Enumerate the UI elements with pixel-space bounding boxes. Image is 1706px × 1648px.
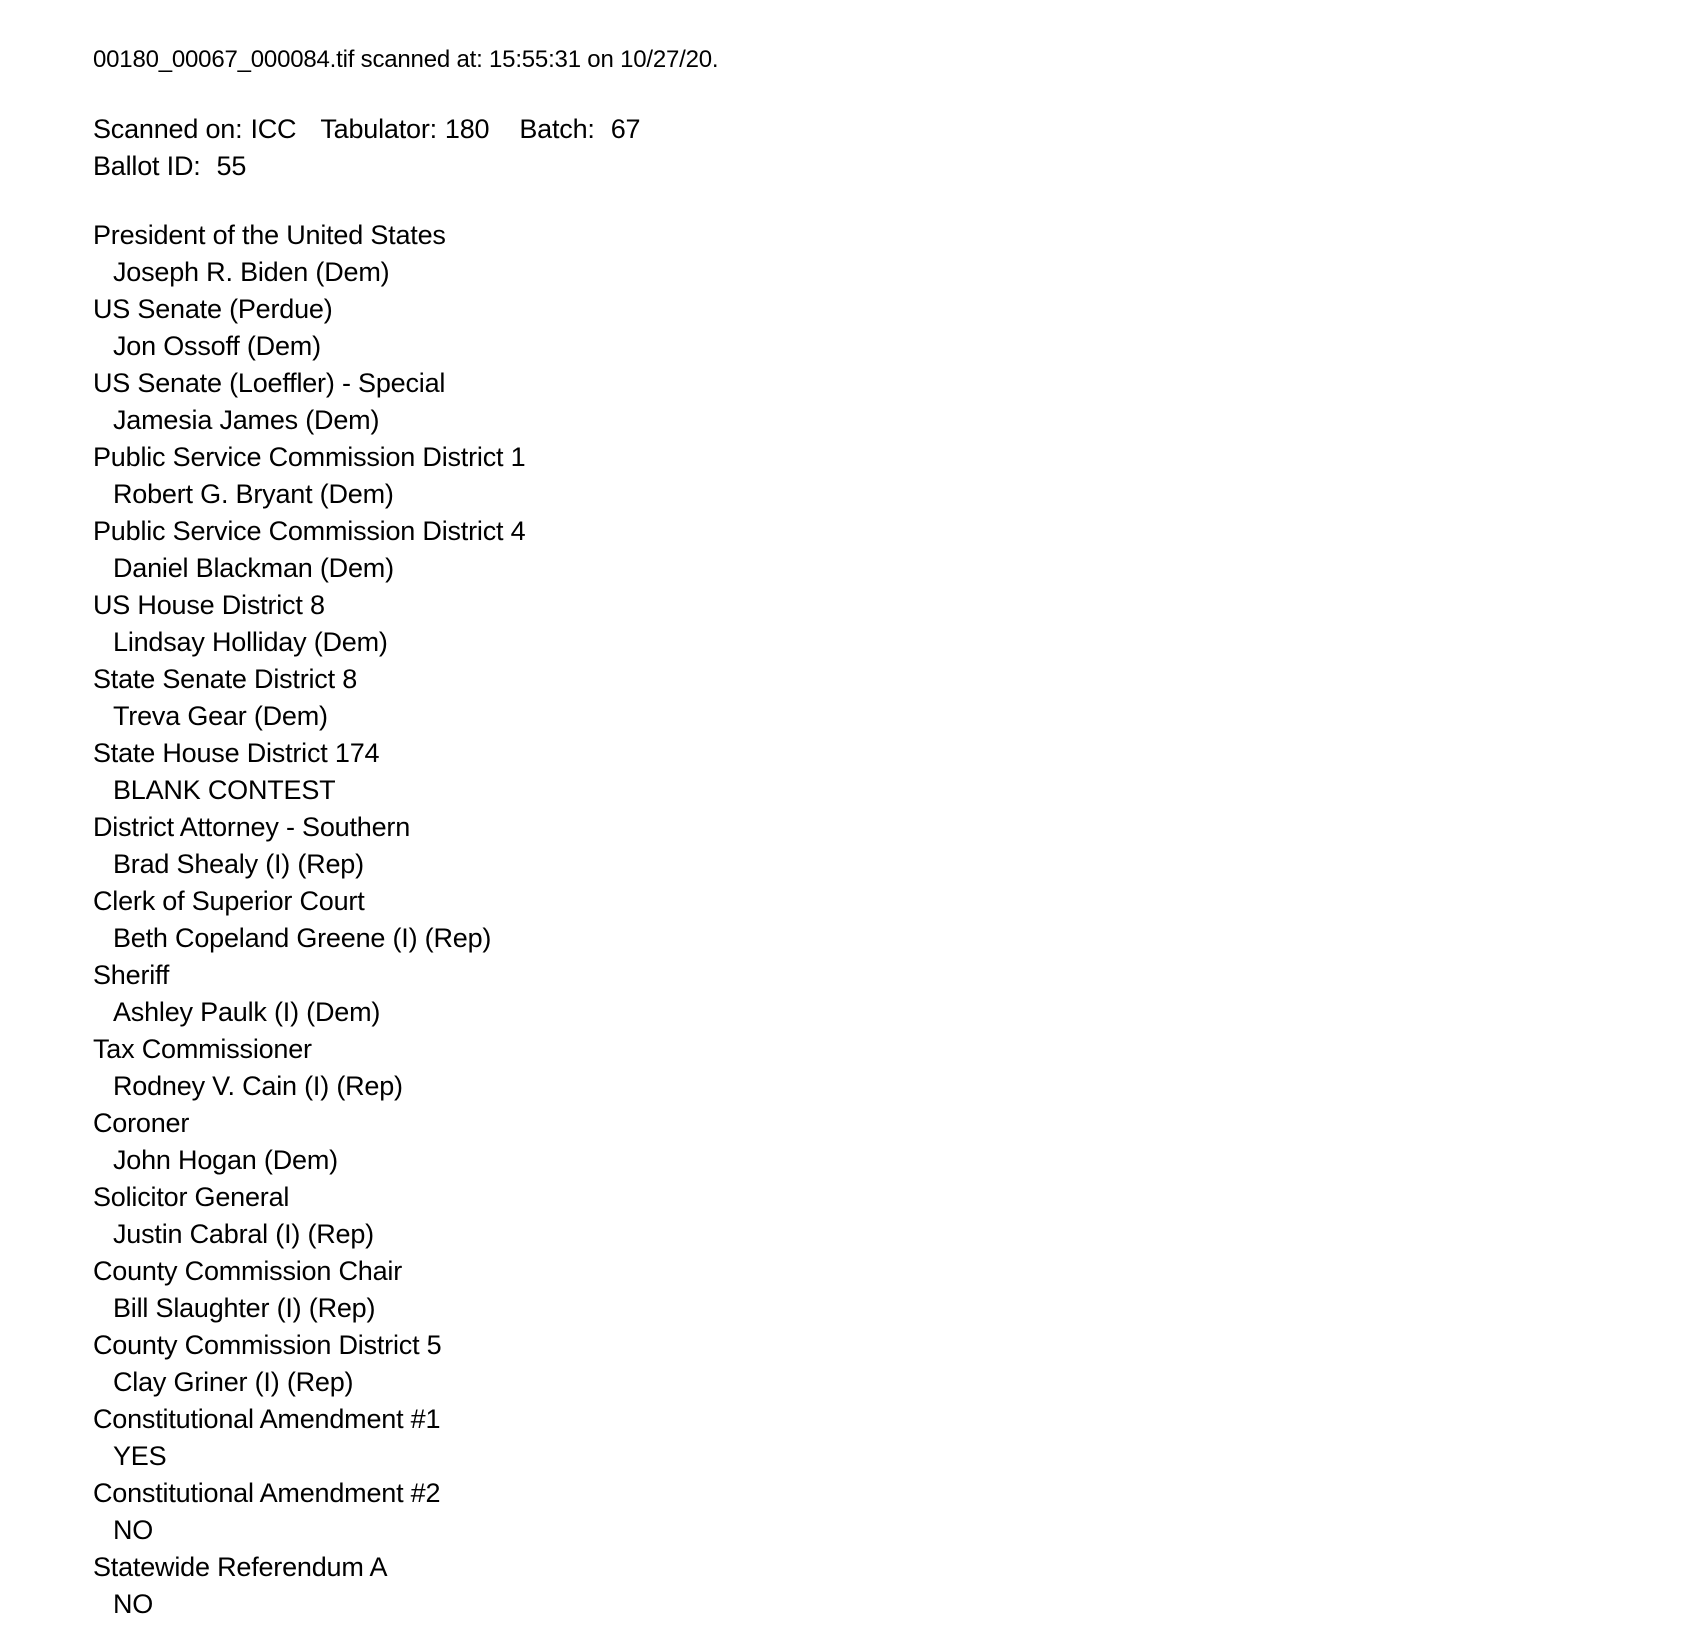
batch-field — [519, 111, 640, 148]
contest-block — [93, 1031, 1706, 1105]
contest-title: Solicitor General — [93, 1182, 290, 1212]
contest-block — [93, 1179, 1706, 1253]
contest-selection: Lindsay Holliday (Dem) — [113, 627, 388, 657]
contest-title: Coroner — [93, 1108, 190, 1138]
contest-title: US Senate (Loeffler) - Special — [93, 368, 446, 398]
scanned-on-field — [93, 111, 296, 148]
contest-block — [93, 1327, 1706, 1401]
contest-title: Statewide Referendum A — [93, 1552, 388, 1582]
contest-block — [93, 1105, 1706, 1179]
contest-title: President of the United States — [93, 220, 446, 250]
scanned-on-label: Scanned on: — [93, 114, 243, 144]
contest-selection: Clay Griner (I) (Rep) — [113, 1367, 354, 1397]
contest-block — [93, 513, 1706, 587]
contest-title: Constitutional Amendment #2 — [93, 1478, 441, 1508]
contest-selection: Brad Shealy (I) (Rep) — [113, 849, 364, 879]
tabulator-label: Tabulator: — [320, 114, 437, 144]
contest-title: US Senate (Perdue) — [93, 294, 333, 324]
contest-block — [93, 957, 1706, 1031]
ballot-id-line — [93, 148, 1706, 185]
contest-block — [93, 1475, 1706, 1549]
contest-title: State Senate District 8 — [93, 664, 358, 694]
contest-block — [93, 217, 1706, 291]
contest-block — [93, 291, 1706, 365]
contest-title: US House District 8 — [93, 590, 325, 620]
contest-title: County Commission Chair — [93, 1256, 402, 1286]
contest-block — [93, 883, 1706, 957]
contest-title: Constitutional Amendment #1 — [93, 1404, 441, 1434]
contest-block — [93, 587, 1706, 661]
contest-block — [93, 439, 1706, 513]
batch-label: Batch: — [519, 114, 595, 144]
contest-selection: Rodney V. Cain (I) (Rep) — [113, 1071, 403, 1101]
contest-selection: Treva Gear (Dem) — [113, 701, 328, 731]
contest-block — [93, 735, 1706, 809]
contest-selection: Jon Ossoff (Dem) — [113, 331, 321, 361]
contest-selection: Bill Slaughter (I) (Rep) — [113, 1293, 376, 1323]
contest-block — [93, 809, 1706, 883]
contest-title: Public Service Commission District 4 — [93, 516, 526, 546]
contest-block — [93, 1549, 1706, 1623]
contest-selection: Robert G. Bryant (Dem) — [113, 479, 394, 509]
tabulator-field — [320, 111, 489, 148]
contest-selection: John Hogan (Dem) — [113, 1145, 338, 1175]
contest-list — [93, 217, 1706, 1623]
batch-value: 67 — [610, 114, 641, 144]
contest-title: State House District 174 — [93, 738, 380, 768]
contest-selection: Justin Cabral (I) (Rep) — [113, 1219, 374, 1249]
contest-selection: Joseph R. Biden (Dem) — [113, 257, 390, 287]
contest-block — [93, 661, 1706, 735]
scan-file-header: 00180_00067_000084.tif scanned at: 15:55:31 on 10/27/20. — [93, 46, 719, 73]
contest-title: Tax Commissioner — [93, 1034, 312, 1064]
scan-info-line — [93, 111, 1706, 148]
contest-title: Clerk of Superior Court — [93, 886, 365, 916]
contest-selection: Ashley Paulk (I) (Dem) — [113, 997, 381, 1027]
ballot-id-value: 55 — [216, 151, 247, 181]
contest-block — [93, 365, 1706, 439]
contest-selection: Jamesia James (Dem) — [113, 405, 380, 435]
contest-title: County Commission District 5 — [93, 1330, 442, 1360]
ballot-id-label: Ballot ID: — [93, 151, 201, 181]
contest-selection: NO — [113, 1515, 154, 1545]
contest-title: District Attorney - Southern — [93, 812, 411, 842]
contest-block — [93, 1401, 1706, 1475]
contest-selection: Daniel Blackman (Dem) — [113, 553, 394, 583]
tabulator-value: 180 — [444, 114, 490, 144]
contest-title: Sheriff — [93, 960, 170, 990]
scanned-on-value: ICC — [250, 114, 297, 144]
contest-selection: BLANK CONTEST — [113, 775, 336, 805]
contest-selection: Beth Copeland Greene (I) (Rep) — [113, 923, 492, 953]
contest-block — [93, 1253, 1706, 1327]
contest-selection: YES — [113, 1441, 167, 1471]
contest-title: Public Service Commission District 1 — [93, 442, 526, 472]
contest-selection: NO — [113, 1589, 154, 1619]
